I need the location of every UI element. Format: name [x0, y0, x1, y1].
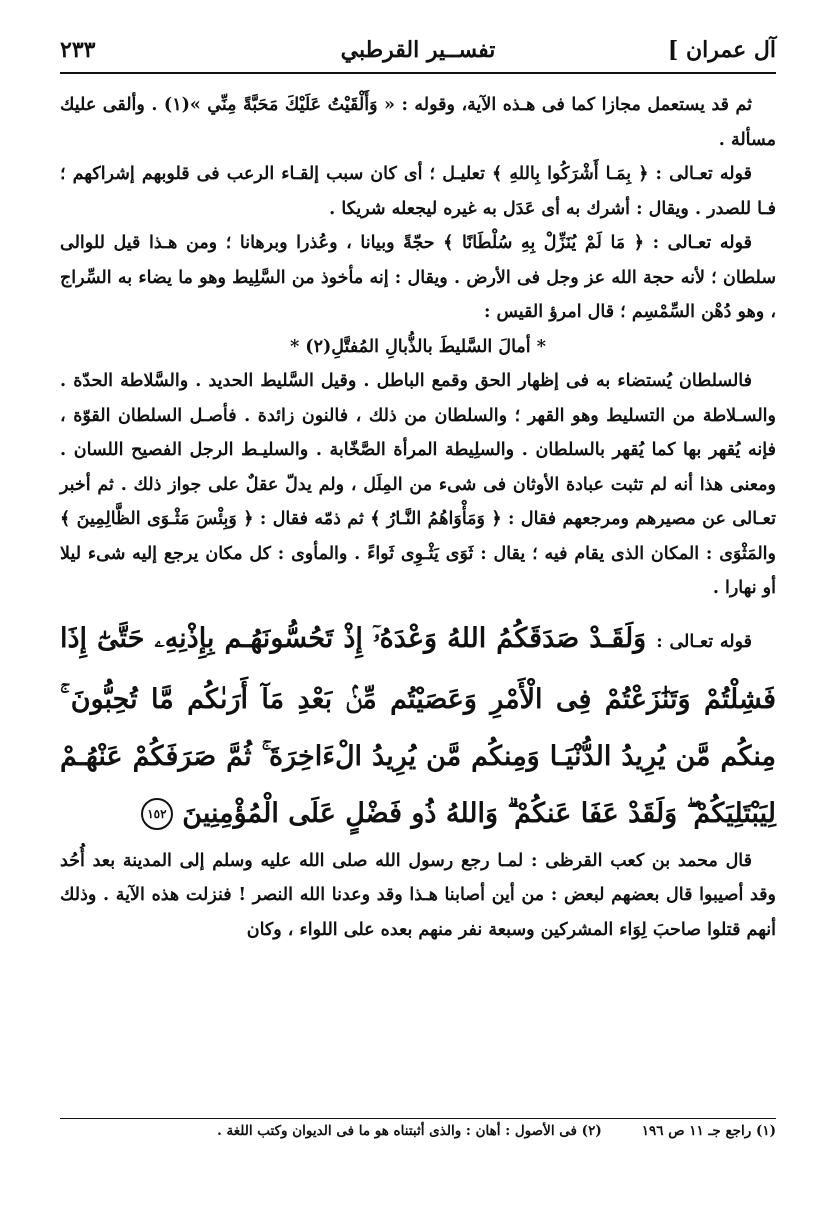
paragraph: فالسلطان يُستضاء به فى إظهار الحق وقمع الباطل . وقيل السَّليط الحديد . والسَّلاطة الحدّة . والسـلاطة من التسليط وهو القهر ؛ والسلطان من ذلك ، فالنون زائدة . فأصـل السلطان القوّة ، فإنه يُقهر بها كما يُقهر بالسلطان . والسلِيطة المرأة الصَّخّابة . والسليـط الرجل الفصيح اللسان . ومعنى هذا أنه لم تثبت عبادة الأوثان فى شىء من المِلَل ، ولم يدلّ عقلٌ على جواز ذلك . ثم أخبر تعـالى عن مصيرهم ومرجعهم فقال : ﴿ وَمَأْوَاهُمُ النَّـارُ ﴾ ثم ذمّه فقال : ﴿ وَبِئْسَ مَثْـوَى الظَّالِمِينَ ﴾ والمَثْوَى : المكان الذى يقام فيه ؛ يقال : ثَوَى يَثْـوِى ثَواءً . والمأوى : كل مكان يرجع إليه شىء ليلا أو نهارا . — [60, 371, 776, 598]
paragraph: قوله تعـالى : ﴿ مَا لَمْ يُنَزِّلْ بِهِ سُلْطَانًا ﴾ حجّةً وبيانا ، وعُذرا وبرهانا ؛ ومن هـذا قيل للوالى سلطان ؛ لأنه حجة الله عز وجل فى الأرض . ويقال : إنه مأخوذ من السَّلِيط وهو ما يضاء به السِّراج ، وهو دُهْن السِّمْسِم ؛ قال امرؤ القيس : — [60, 233, 776, 322]
paragraph: قوله تعـالى : ﴿ بِمَـا أَشْرَكُوا بِاللهِ ﴾ تعليـل ؛ أى كان سبب إلقـاء الرعب فى قلوبهم إشراكهم ؛ فـا للصدر . ويقال : أشرك به أى عَدَل به غيره ليجعله شريكا . — [60, 164, 776, 219]
quran-prefix: قوله تعـالى : — [656, 631, 752, 652]
paragraph: قال محمد بن كعب القرظى : لمـا رجع رسول الله صلى الله عليه وسلم إلى المدينة بعد أُحُد وقد أصيبوا قال بعضهم لبعض : من أين أصابنا هـذا وقد وعدنا الله النصر ! فنزلت هذه الآية . وذلك أنهم قتلوا صاحبَ لِوَاء المشركين وسبعة نفر منهم بعده على اللواء ، وكان — [60, 850, 776, 940]
ayah-number-marker: ١٥٢ — [141, 798, 173, 830]
footnote: (١) راجع جـ ١١ ص ١٩٦ — [641, 1123, 776, 1139]
book-title: تفســير القرطبي — [340, 37, 496, 63]
paragraph: ثم قد يستعمل مجازا كما فى هـذه الآية، وقوله : « وَأَلْقَيْتُ عَلَيْكَ مَحَبَّةً مِنِّي »(١) . وألقى عليك مسألة . — [60, 95, 776, 150]
poetry-verse: * أمالَ السَّليطَ بالذُّبالِ المُفتَّلِ(٢) * — [290, 336, 546, 357]
page-header — [60, 28, 776, 74]
chapter-name: آل عمران ] — [667, 37, 776, 63]
page-body — [60, 88, 776, 947]
quran-text: وَلَقَـدْ صَدَقَكُمُ اللهُ وَعْدَهُۥٓ إِذْ تَحُسُّونَهُـم بِإِذْنِهِۦ حَتَّىٰٓ إِذَا فَشِلْتُمْ وَتَنَٰزَعْتُمْ فِى الْأَمْرِ وَعَصَيْتُم مِّنۢ بَعْدِ مَآ أَرَىٰكُم مَّا تُحِبُّونَ ۚ مِنكُم مَّن يُرِيدُ الدُّنْيَـا وَمِنكُم مَّن يُرِيدُ الْءَاخِرَةَ ۚ ثُمَّ صَرَفَكُمْ عَنْهُـمْ لِيَبْتَلِيَكُمْ ۖ وَلَقَدْ عَفَا عَنكُمْ ۗ وَاللهُ ذُو فَضْلٍ عَلَى الْمُؤْمِنِينَ — [60, 622, 776, 829]
footnotes — [60, 1118, 776, 1139]
quran-verse — [60, 610, 776, 842]
footnote: (٢) فى الأصول : أهان : والذى أثبتناه هو ما فى الديوان وكتب اللغة . — [217, 1123, 602, 1139]
page-number: ٢٣٣ — [60, 37, 96, 63]
